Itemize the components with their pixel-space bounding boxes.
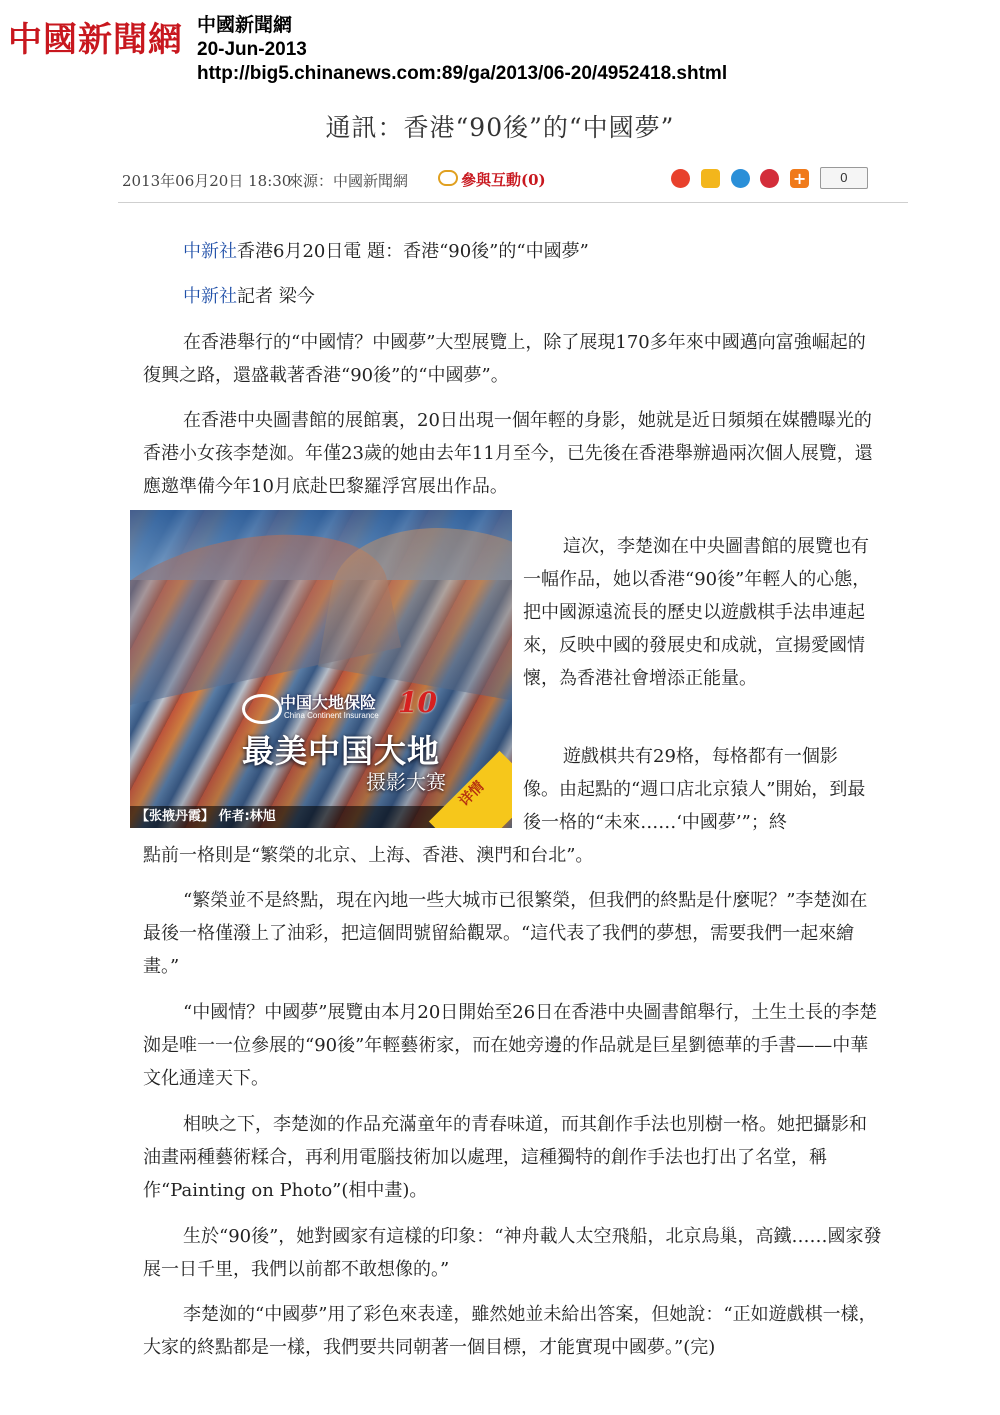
article-meta-bar xyxy=(118,165,908,201)
ad-brand-en: China Continent Insurance xyxy=(284,711,379,720)
dateline-text: 香港6月20日電 題：香港“90後”的“中國夢” xyxy=(237,241,589,262)
ad-anniversary-badge: 10 xyxy=(398,686,437,719)
paragraph-4-part-2: 點前一格則是“繁榮的北京、上海、香港、澳門和台北”。 xyxy=(143,845,594,866)
comment-label: 參與互動(0) xyxy=(461,171,546,189)
paragraph-9: 李楚洳的“中國夢”用了彩色來表達，雖然她並未給出答案，但她說：“正如遊戲棋一樣，大家的終點都是一樣，我們要共同朝著一個目標，才能實現中國夢。”(完) xyxy=(143,1304,877,1358)
paragraph-2: 在香港中央圖書館的展館裏，20日出現一個年輕的身影，她就是近日頻頻在媒體曝光的香港小女孩李楚洳。年僅23歲的她由去年11月至今，已先後在香港舉辦過兩次個人展覽，還應邀準備今年10月底赴巴黎羅浮宮展出作品。 xyxy=(143,410,873,497)
article-title: 通訊：香港“90後”的“中國夢” xyxy=(325,113,675,142)
paragraph-1: 在香港舉行的“中國情？中國夢”大型展覽上，除了展現170多年來中國邁向富強崛起的復興之路，還盛載著香港“90後”的“中國夢”。 xyxy=(143,332,866,386)
paragraph-3: 這次，李楚洳在中央圖書館的展覽也有一幅作品，她以香港“90後”年輕人的心態，把中國源遠流長的歷史以遊戲棋手法串連起來，反映中國的發展史和成就，宣揚愛國情懷，為香港社會增添正能量。 xyxy=(523,536,871,689)
comment-link[interactable] xyxy=(438,169,546,190)
insurance-logo-icon xyxy=(242,694,282,724)
ad-detail-ribbon[interactable]: 详情 xyxy=(429,751,512,828)
paragraph-8: 生於“90後”，她對國家有這樣的印象：“神舟載人太空飛船，北京鳥巢，高鐵……國家發展一日千里，我們以前都不敢想像的。” xyxy=(143,1226,882,1280)
article-datetime: 2013年06月20日 18:30 xyxy=(122,172,292,190)
ad-photo-caption: 【张掖丹霞】 作者:林旭 xyxy=(130,806,446,828)
weibo-share-icon[interactable] xyxy=(671,169,690,188)
site-logo: 中國新聞網 xyxy=(8,20,183,60)
share-buttons xyxy=(671,167,874,189)
meta-divider xyxy=(118,202,908,203)
byline-paragraph xyxy=(143,280,883,313)
comment-bubble-icon xyxy=(438,170,458,186)
clip-source-info xyxy=(197,14,727,86)
ad-headline: 最美中国大地 xyxy=(242,732,441,770)
site-name: 中國新聞網 xyxy=(197,15,293,36)
paragraph-5: “繁榮並不是終點，現在內地一些大城市已很繁榮，但我們的終點是什麼呢？”李楚洳在最後一格僅潑上了油彩，把這個問號留給觀眾。“這代表了我們的夢想，需要我們一起來繪畫。” xyxy=(143,890,868,977)
ad-brand-cn: 中国大地保险 xyxy=(280,693,377,712)
paragraph-7: 相映之下，李楚洳的作品充滿童年的青春味道，而其創作手法也別樹一格。她把攝影和油畫兩種藝術糅合，再利用電腦技術加以處理，這種獨特的創作手法也打出了名堂，稱作“Painting on Photo”(相中畫)。 xyxy=(143,1114,867,1201)
article-source: 來源：中國新聞網 xyxy=(288,172,409,190)
clip-date: 20-Jun-2013 xyxy=(197,39,307,60)
dateline-paragraph xyxy=(143,235,883,268)
ad-subheadline: 摄影大赛 xyxy=(366,770,446,794)
qzone-share-icon[interactable] xyxy=(701,169,720,188)
paragraph-6: “中國情？中國夢”展覽由本月20日開始至26日在香港中央圖書館舉行，土生土長的李楚洳是唯一一位參展的“90後”年輕藝術家，而在她旁邊的作品就是巨星劉德華的手書——中華文化通達天下。 xyxy=(143,1002,878,1089)
clip-url[interactable]: http://big5.chinanews.com:89/ga/2013/06-20/4952418.shtml xyxy=(197,63,728,84)
paragraph-4-part-1: 遊戲棋共有29格，每格都有一個影像。由起點的“週口店北京猿人”開始，到最後一格的“未來……‘中國夢’”；終 xyxy=(523,746,866,833)
renren-share-icon[interactable] xyxy=(760,169,779,188)
byline-text: 記者 梁今 xyxy=(237,286,315,307)
more-share-plus-icon[interactable]: + xyxy=(790,169,809,188)
share-count: 0 xyxy=(820,167,868,189)
agency-link[interactable]: 中新社 xyxy=(183,241,237,262)
tencent-weibo-share-icon[interactable] xyxy=(731,169,750,188)
agency-link-byline[interactable]: 中新社 xyxy=(183,286,237,307)
clip-header xyxy=(0,0,1000,95)
photo-contest-ad[interactable] xyxy=(130,510,512,828)
